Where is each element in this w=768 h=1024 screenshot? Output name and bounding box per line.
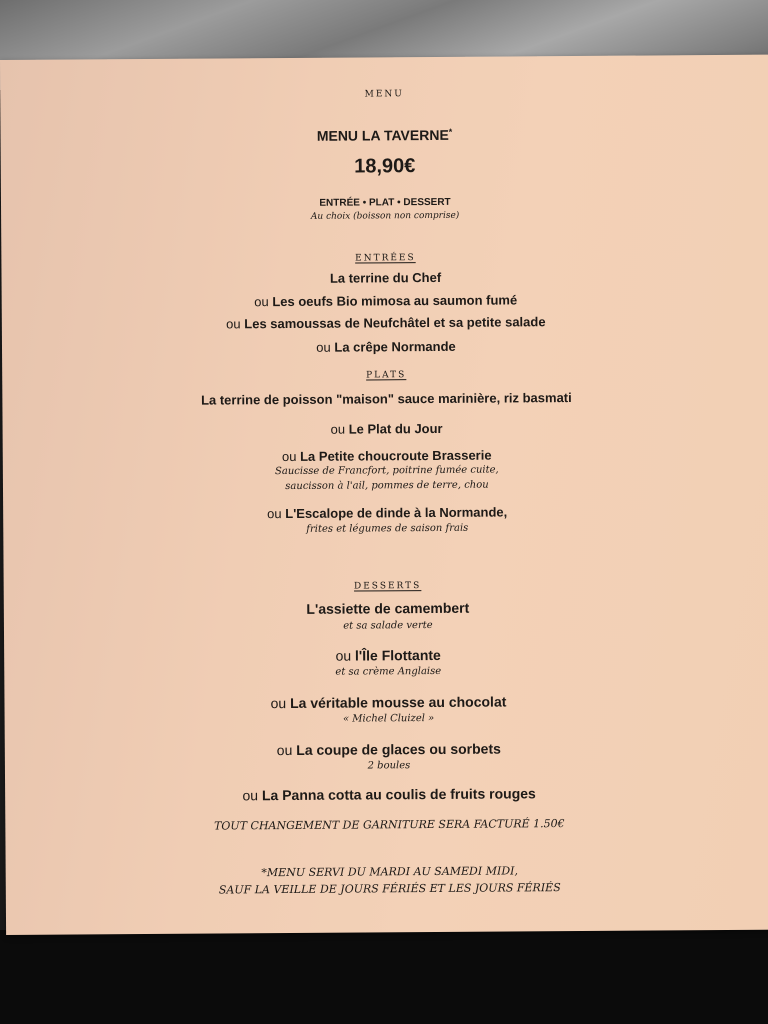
entree-item [2,313,768,333]
dessert-item-label: L'assiette de camembert [306,599,470,617]
dessert-item-label: l'Île Flottante [354,646,441,664]
entree-item-label: La terrine du Chef [329,269,442,286]
menu-title-text: MENU LA TAVERNE [316,126,449,144]
or-word: ou [335,647,352,664]
entree-item [1,268,768,288]
plat-description: saucisson à l'ail, pommes de terre, chou [285,479,489,493]
entree-item [2,291,768,311]
dessert-description: et sa crème Anglaise [335,665,442,678]
dessert-item [5,739,768,760]
plat-description: frites et légumes de saison frais [306,522,469,535]
plat-item-label: Le Plat du Jour [348,420,443,437]
service-note-line-2: SAUF LA VEILLE DE JOURS FÉRIÉS ET LES JOURS FÉRIÉS [218,881,561,897]
menu-formula: ENTRÉE • PLAT • DESSERT [319,196,451,209]
plat-item [2,389,768,409]
dessert-item [4,598,768,619]
or-word: ou [254,294,269,310]
dessert-description: « Michel Cluizel » [342,712,435,725]
menu-title [0,125,768,146]
or-word: ou [281,448,297,465]
plats-heading: PLATS [366,370,407,381]
or-word: ou [270,695,287,712]
plat-item-label: La Petite choucroute Brasserie [300,447,492,464]
dessert-item-label: La véritable mousse au chocolat [290,693,507,711]
plat-description: Saucisse de Francfort, poitrine fumée cuite, [274,464,499,478]
garniture-note: TOUT CHANGEMENT DE GARNITURE SERA FACTURÉ 1.50€ [214,817,565,833]
dessert-item [5,784,768,805]
entree-item-label: Les samoussas de Neufchâtel et sa petite salade [244,314,546,332]
or-word: ou [226,316,241,332]
or-word: ou [267,506,282,522]
menu-title-mark: * [448,126,453,137]
dessert-item [4,692,768,713]
or-word: ou [242,787,259,804]
plat-item-label: La terrine de poisson "maison" sauce marinière, riz basmati [200,390,572,408]
desserts-heading: DESSERTS [353,581,422,592]
or-word: ou [276,741,293,759]
dessert-description: 2 boules [367,760,411,772]
menu-label: MENU [364,89,404,100]
entrees-heading: ENTRÉES [355,253,416,264]
service-note-line-1: *MENU SERVI DU MARDI AU SAMEDI MIDI, [261,864,519,880]
dessert-description: et sa salade verte [343,619,433,632]
dessert-item-label: La coupe de glaces ou sorbets [296,740,501,758]
dessert-item [4,645,768,666]
dark-background [0,930,768,1024]
entree-item [2,337,768,357]
plat-item [3,503,768,523]
menu-formula-note: Au choix (boisson non comprise) [310,210,460,222]
menu-page [0,55,768,935]
plat-item [3,419,768,439]
plat-item-label: L'Escalope de dinde à la Normande, [285,504,508,522]
dessert-item-label: La Panna cotta au coulis de fruits rouges [261,785,536,804]
or-word: ou [330,421,346,437]
or-word: ou [316,339,331,355]
menu-price: 18,90€ [354,155,416,178]
entree-item-label: Les oeufs Bio mimosa au saumon fumé [272,292,518,310]
entree-item-label: La crêpe Normande [334,338,456,355]
